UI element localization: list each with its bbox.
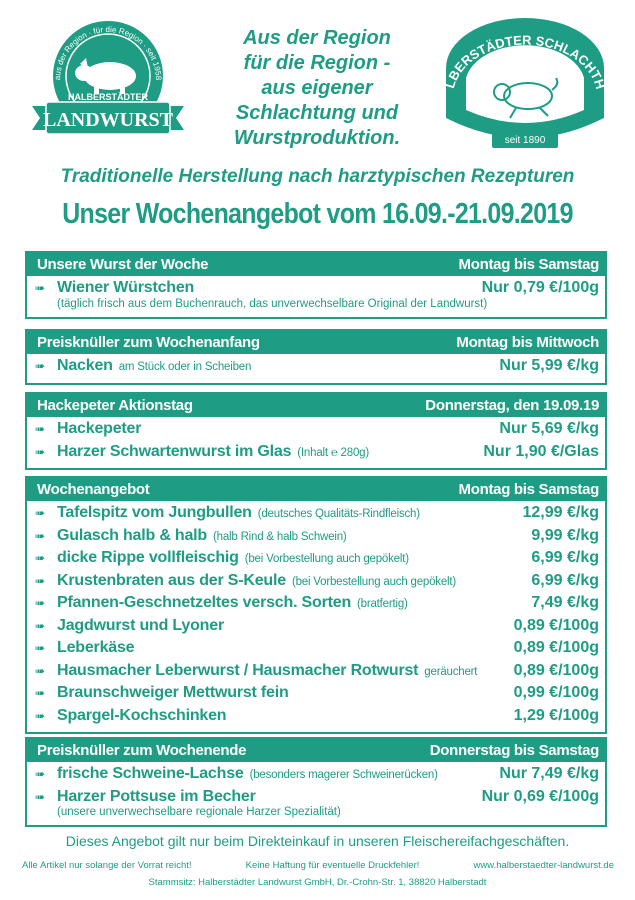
offer-name: Harzer Schwartenwurst im Glas [57, 442, 292, 460]
footer-stock-note: Alle Artikel nur solange der Vorrat reicht! [22, 860, 192, 871]
offer-price: 7,49 €/kg [531, 594, 599, 611]
arrow-right-icon: ➠ [35, 551, 46, 565]
offer-row [35, 662, 599, 685]
offer-subnote: (unsere unverwechselbare regionale Harzer Spezialität) [57, 806, 341, 818]
offer-name: Pfannen-Geschnetzeltes versch. Sorten [57, 594, 352, 611]
offer-note: (bei Vorbestellung auch gepökelt) [291, 575, 457, 588]
offer-note: (deutsches Qualitäts-Rindfleisch) [257, 508, 420, 520]
offer-name: Hausmacher Leberwurst / Hausmacher Rotwurst [57, 661, 419, 679]
offer-row [35, 707, 599, 730]
slogan-line: Schlachtung und [235, 102, 399, 124]
arrow-right-icon: ➠ [35, 281, 46, 295]
section-wurst-der-woche [25, 251, 607, 319]
arrow-right-icon: ➠ [35, 596, 46, 610]
logo-brand-main: LANDWURST [42, 109, 174, 131]
offer-note: geräuchert [424, 665, 478, 678]
offer-name: Braunschweiger Mettwurst fein [57, 684, 289, 701]
section-header [27, 331, 605, 354]
offer-price: Nur 5,99 €/kg [499, 357, 599, 374]
offer-row [35, 357, 599, 380]
schlachthof-logo [436, 18, 614, 156]
arrow-right-icon: ➠ [35, 789, 46, 804]
offer-name: dicke Rippe vollfleischig [57, 549, 239, 566]
page-title: Unser Wochenangebot vom 16.09.-21.09.2019 [62, 198, 573, 230]
section-days: Donnerstag bis Samstag [429, 742, 599, 759]
offer-subnote: (täglich frisch aus dem Buchenrauch, das unverwechselbare Original der Landwurst) [57, 297, 488, 310]
offer-name: frische Schweine-Lachse [57, 765, 244, 782]
slogan-line: Aus der Region [243, 27, 391, 49]
footer-liability-note: Keine Haftung für eventuelle Druckfehler! [245, 860, 420, 871]
offer-price: 0,89 €/100g [513, 616, 599, 634]
section-days: Montag bis Samstag [458, 256, 599, 273]
offer-name: Spargel-Kochschinken [57, 706, 227, 724]
slogan-line: aus eigener [261, 77, 373, 99]
section-wochenende [25, 737, 607, 827]
offer-price: Nur 0,79 €/100g [481, 279, 599, 296]
offer-name: Krustenbraten aus der S-Keule [57, 571, 286, 589]
section-header [27, 739, 605, 762]
landwurst-logo [24, 18, 192, 156]
offer-row [35, 443, 599, 466]
offer-name: Wiener Würstchen [57, 279, 195, 296]
footer-notice: Dieses Angebot gilt nur beim Direkteinkauf in unseren Fleischereifachgeschäften. [65, 833, 570, 849]
offer-name: Leberkäse [57, 639, 135, 656]
offer-row [35, 639, 599, 662]
offer-row [35, 684, 599, 707]
offer-row [35, 527, 599, 550]
footer-address: Stammsitz: Halberstädter Landwurst GmbH, Dr.-Crohn-Str. 1, 38820 Halberstadt [148, 877, 487, 888]
offer-price: 12,99 €/kg [522, 504, 599, 521]
section-title: Preisknüller zum Wochenanfang [37, 334, 260, 351]
offer-price: Nur 1,90 €/Glas [483, 442, 599, 460]
offer-price: 1,29 €/100g [513, 706, 599, 724]
offer-name: Gulasch halb & halb [57, 526, 208, 544]
offer-price: 9,99 €/kg [531, 526, 599, 544]
logo-arc-text: LBERSTÄDTER SCHLACHTH [442, 32, 609, 91]
offer-price: Nur 5,69 €/kg [499, 420, 599, 437]
offer-note: am Stück oder in Scheiben [118, 361, 252, 373]
arrow-right-icon: ➠ [35, 663, 46, 678]
section-wochenanfang [25, 329, 607, 385]
offer-price: 0,89 €/100g [513, 639, 599, 656]
offer-price: 6,99 €/kg [531, 571, 599, 589]
offer-price: 0,99 €/100g [513, 684, 599, 701]
offer-row [35, 617, 599, 640]
footer-disclaimers [22, 860, 614, 871]
arrow-right-icon: ➠ [35, 506, 46, 520]
section-title: Unsere Wurst der Woche [37, 256, 209, 273]
section-hackepeter [25, 392, 607, 470]
offer-price: 0,89 €/100g [513, 661, 599, 679]
section-wochenangebot [25, 476, 607, 734]
offer-row [35, 504, 599, 527]
arrow-right-icon: ➠ [35, 767, 46, 781]
arrow-right-icon: ➠ [35, 618, 46, 633]
arrow-right-icon: ➠ [35, 528, 46, 543]
logo-brand-top: HALBERSTÄDTER [68, 92, 148, 102]
section-header [27, 478, 605, 501]
offer-note: (bei Vorbestellung auch gepökelt) [244, 553, 409, 565]
offer-row [35, 420, 599, 443]
section-header [27, 394, 605, 417]
section-title: Hackepeter Aktionstag [37, 397, 193, 414]
offer-name: Hackepeter [57, 420, 142, 437]
offer-note: (bratfertig) [357, 598, 408, 610]
section-title: Preisknüller zum Wochenende [37, 742, 247, 759]
offer-price: Nur 7,49 €/kg [499, 765, 599, 782]
arrow-right-icon: ➠ [35, 422, 46, 436]
section-days: Donnerstag, den 19.09.19 [425, 397, 599, 414]
offer-row [35, 765, 599, 788]
logo-since: seit 1890 [504, 135, 546, 146]
slogan-line: für die Region - [243, 52, 391, 74]
slogan [200, 26, 434, 151]
offer-name: Tafelspitz vom Jungbullen [57, 504, 252, 521]
offer-name: Nacken [57, 357, 113, 374]
tagline: Traditionelle Herstellung nach harztypischen Rezepturen [60, 166, 575, 187]
arrow-right-icon: ➠ [35, 359, 46, 373]
section-header [27, 253, 605, 276]
offer-row [35, 572, 599, 595]
offer-price: Nur 0,69 €/100g [481, 787, 599, 805]
offer-note: (halb Rind & halb Schwein) [213, 530, 347, 543]
arrow-right-icon: ➠ [35, 686, 46, 700]
arrow-right-icon: ➠ [35, 641, 46, 655]
section-days: Montag bis Mittwoch [456, 334, 599, 351]
offer-price: 6,99 €/kg [531, 549, 599, 566]
offer-row [35, 549, 599, 572]
offer-row [35, 594, 599, 617]
section-title: Wochenangebot [37, 481, 150, 498]
arrow-right-icon: ➠ [35, 573, 46, 588]
arrow-right-icon: ➠ [35, 708, 46, 723]
arrow-right-icon: ➠ [35, 444, 46, 459]
footer-website-link[interactable]: www.halberstaedter-landwurst.de [473, 860, 614, 871]
offer-note: (besonders magerer Schweinerücken) [249, 769, 438, 781]
offer-name: Harzer Pottsuse im Becher [57, 787, 256, 805]
slogan-line: Wurstproduktion. [233, 127, 401, 149]
offer-note: (Inhalt ℮ 280g) [297, 446, 369, 459]
offer-name: Jagdwurst und Lyoner [57, 616, 224, 634]
section-days: Montag bis Samstag [458, 481, 599, 498]
logo-ring-text: aus der Region · für die Region · seit 1958 [52, 24, 164, 81]
